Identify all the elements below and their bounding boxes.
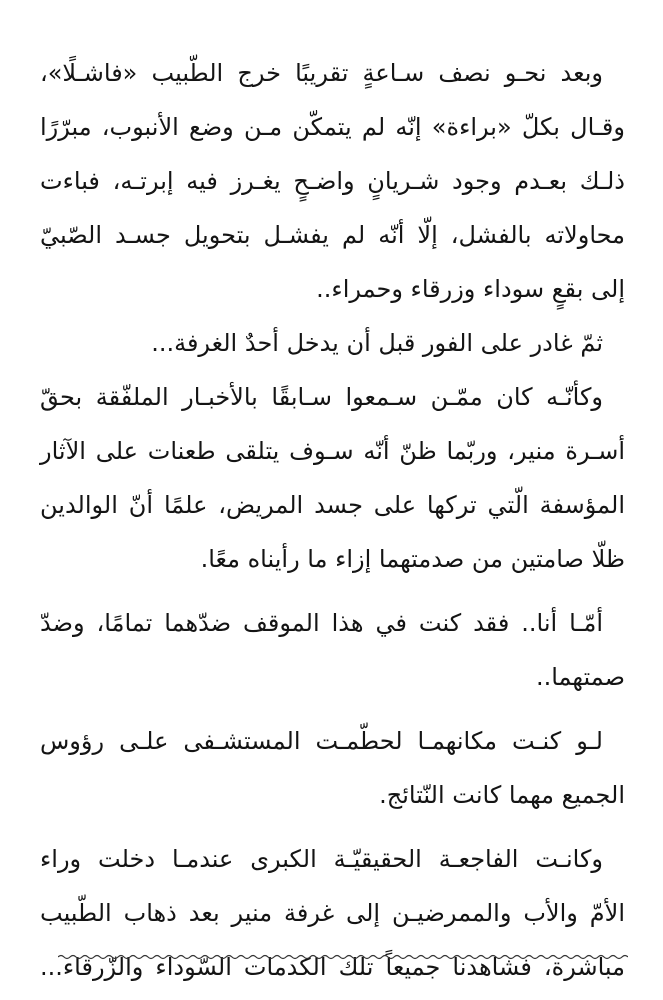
paragraph-2 [40, 316, 625, 370]
text-line: وكأنّـه كان ممّـن سـمعوا سـابقًا بالأخبـار الملفّقة بحقّ [40, 383, 603, 411]
paragraph-3 [40, 370, 625, 586]
text-line: لـو كنـت مكانهمـا لحطّمـت المستشـفى علـى رؤوس [40, 727, 603, 755]
text-line: وكانـت الفاجعـة الحقيقيّـة الكبرى عندمـا دخلت وراء [40, 845, 603, 873]
text-line: ظلّا صامتين من صدمتهما إزاء ما رأيناه معًا. [200, 545, 625, 573]
text-line: الأمّ والأب والممرضيـن إلى غرفة منير بعد ذهاب الطّبيب [40, 899, 625, 927]
text-line: أمّـا أنا.. فقد كنت في هذا الموقف ضدّهما تمامًا، وضدّ [40, 609, 603, 637]
wavy-divider [58, 950, 628, 964]
paragraph-4 [40, 596, 625, 704]
paragraph-1 [40, 46, 625, 316]
text-line: صمتهما.. [535, 663, 625, 691]
text-line: ثمّ غادر على الفور قبل أن يدخل أحدٌ الغرفة... [151, 329, 603, 357]
text-line: إلى بقعٍ سوداء وزرقاء وحمراء.. [316, 275, 625, 303]
paragraph-6 [40, 832, 625, 994]
text-line: الجميع مهما كانت النّتائج. [379, 781, 625, 809]
text-line: محاولاته بالفشل، إلّا أنّه لم يفشـل بتحويل جسـد الصّبيّ [40, 221, 625, 249]
body-text [40, 46, 625, 994]
text-line: وبعد نحـو نصف سـاعةٍ تقريبًا خرج الطّبيب «فاشـلًا»، [40, 59, 603, 87]
text-line: المؤسفة الّتي تركها على جسد المريض، علمًا أنّ الوالدين [40, 491, 625, 519]
text-line: وقـال بكلّ «براءة» إنّه لم يتمكّن مـن وضع الأنبوب، مبرّرًا [40, 113, 625, 141]
text-line: مباشرة، فشاهدنا جميعاً تلك الكدمات السّوداء والزّرقاء... [40, 953, 625, 981]
paragraph-5 [40, 714, 625, 822]
text-line: أسـرة منير، وربّما ظنّ أنّه سـوف يتلقى طعنات على الآثار [40, 437, 625, 465]
text-line: ذلـك بعـدم وجود شـريانٍ واضـحٍ يغـرز فيه إبرتـه، فباءت [40, 167, 625, 195]
